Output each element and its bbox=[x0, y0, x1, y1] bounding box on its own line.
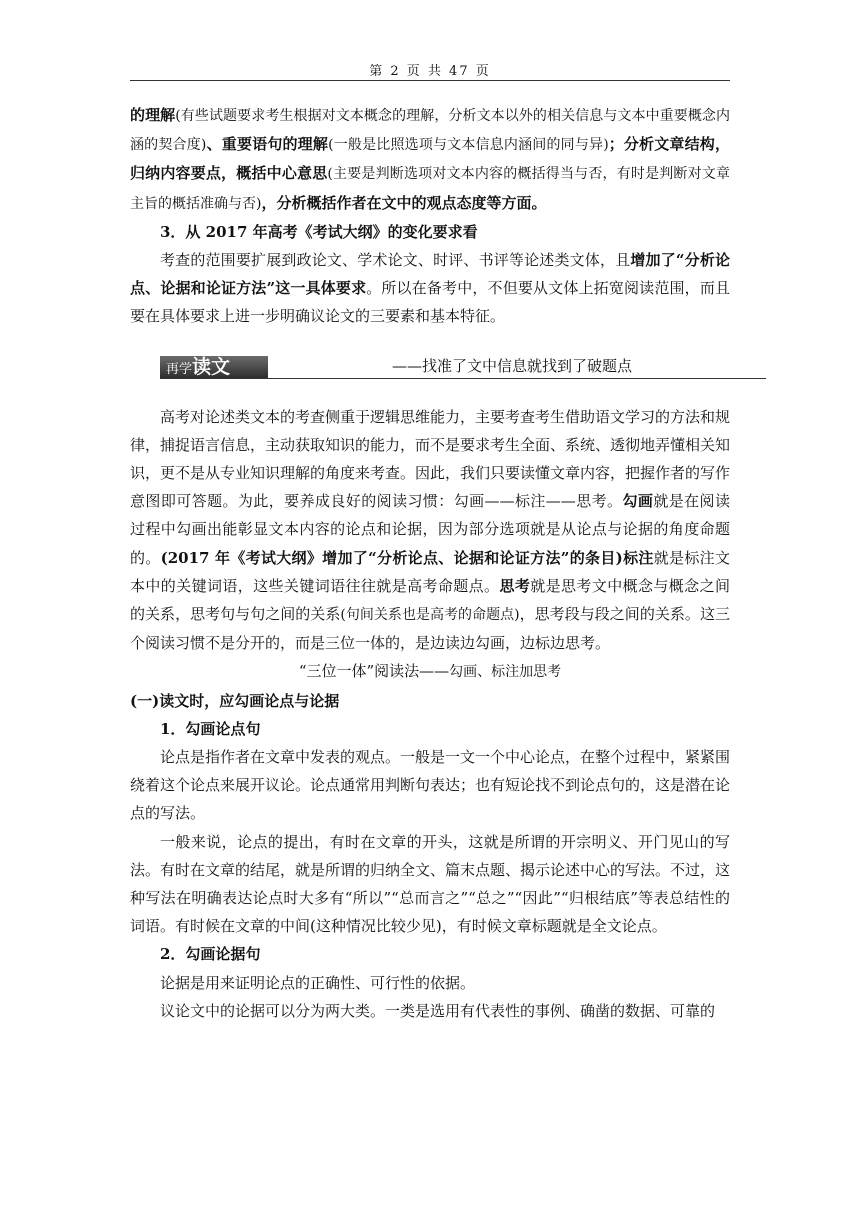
section-banner-rule bbox=[160, 378, 766, 379]
text-run: 考查的范围要扩展到政论文、学术论文、时评、书评等论述类文体，且 bbox=[160, 251, 631, 270]
text-note: (有些试题要求考生根据对文本概念的理解，分析文本以外的相关信息与文本中重要概念内涵的契合度) bbox=[130, 108, 730, 154]
heading-mark-evidence: 2．勾画论据句 bbox=[160, 945, 261, 964]
paragraph-evidence-definition: 论据是用来证明论点的正确性、可行性的依据。 bbox=[160, 973, 476, 992]
paragraph-evidence-types: 议论文中的论据可以分为两大类。一类是选用有代表性的事例、确凿的数据、可靠的 bbox=[160, 1001, 716, 1020]
text-bold: ；分析文章结构，归纳内容要点，概括中心意思 bbox=[130, 135, 730, 183]
heading-mark-points: (一)读文时，应勾画论点与论据 bbox=[130, 691, 340, 710]
method-title: “三位一体”阅读法——勾画、标注加思考 bbox=[298, 662, 562, 681]
text-note: (主要是判断选项对文本内容的概括得当与否，有时是判断对文章主旨的概括准确与否) bbox=[130, 166, 730, 212]
page-number-header: 第 2 页 共 47 页 bbox=[369, 64, 491, 79]
heading-mark-thesis: 1．勾画论点句 bbox=[160, 719, 261, 738]
paragraph-thesis-definition: 论点是指作者在文章中发表的观点。一般是一文一个中心论点，在整个过程中，紧紧围绕着这个论点来展开议论。论点通常用判断句表达；也有短论找不到论点句的，这是潜在论点的写法。 bbox=[130, 748, 731, 823]
document-body bbox=[130, 101, 730, 1025]
section-banner bbox=[130, 341, 730, 397]
section-banner-label: 再学读文 bbox=[160, 356, 268, 378]
paragraph-scope bbox=[130, 246, 730, 331]
text-bold: 、重要语句的理解 bbox=[206, 135, 329, 154]
text-run: 。所以在备考中，不但要从文体上拓宽阅读范围，而且要在具体要求上进一步明确议论文的三要素和基本特征。 bbox=[130, 279, 730, 326]
paragraph-reading-habits: 高考对论述类文本的考查侧重于逻辑思维能力，主要考查考生借助语文学习的方法和规律，捕捉语言信息，主动获取知识的能力，而不是要求考生全面、系统、透彻地弄懂相关知识，更不是从专业知识理解的角度来考查。因此，我们只要读懂文章内容，把握作者的写作意图即可答题。为此，要养成良好的阅读习惯：勾画——标注——思考。勾画就是在阅读过程中勾画出能彰显文本内容的论点和论据，因为部分选项就是从论点与论据的角度命题的。(2017 年《考试大纲》增加了“分析论点、论据和论证方法”的条目)标注就是标注文本中的关键词语，这些关键词语往往就是高考命题点。思考就是思考文中概念与概念之间的关系，思考句与句之间的关系(句间关系也是高考的命题点)，思考段与段之间的关系。这三个阅读习惯不是分开的，而是三位一体的，是边读边勾画，边标边思考。 bbox=[130, 407, 731, 653]
heading-2017-outline: 3．从 2017 年高考《考试大纲》的变化要求看 bbox=[160, 222, 478, 241]
paragraph-thesis-position: 一般来说，论点的提出，有时在文章的开头，这就是所谓的开宗明义、开门见山的写法。有时在文章的结尾，就是所谓的归纳全文、篇末点题、揭示论述中心的写法。不过，这种写法在明确表达论点时大多有“所以”“总而言之”“总之”“因此”“归根结底”等表总结性的词语。有时候在文章的中间(这种情况比较少见)，有时候文章标题就是全文论点。 bbox=[130, 832, 731, 936]
text-bold: 增加了“分析论点、论据和论证方法”这一具体要求 bbox=[130, 251, 730, 298]
header-rule bbox=[130, 80, 730, 81]
text-note: (一般是比照选项与文本信息内涵间的同与异) bbox=[328, 137, 609, 154]
text-bold: 的理解 bbox=[130, 106, 176, 124]
paragraph-exam-focus bbox=[130, 101, 730, 218]
text-bold: ，分析概括作者在文中的观点态度等方面。 bbox=[261, 193, 547, 212]
section-banner-subtitle: ——找准了文中信息就找到了破题点 bbox=[392, 356, 633, 375]
